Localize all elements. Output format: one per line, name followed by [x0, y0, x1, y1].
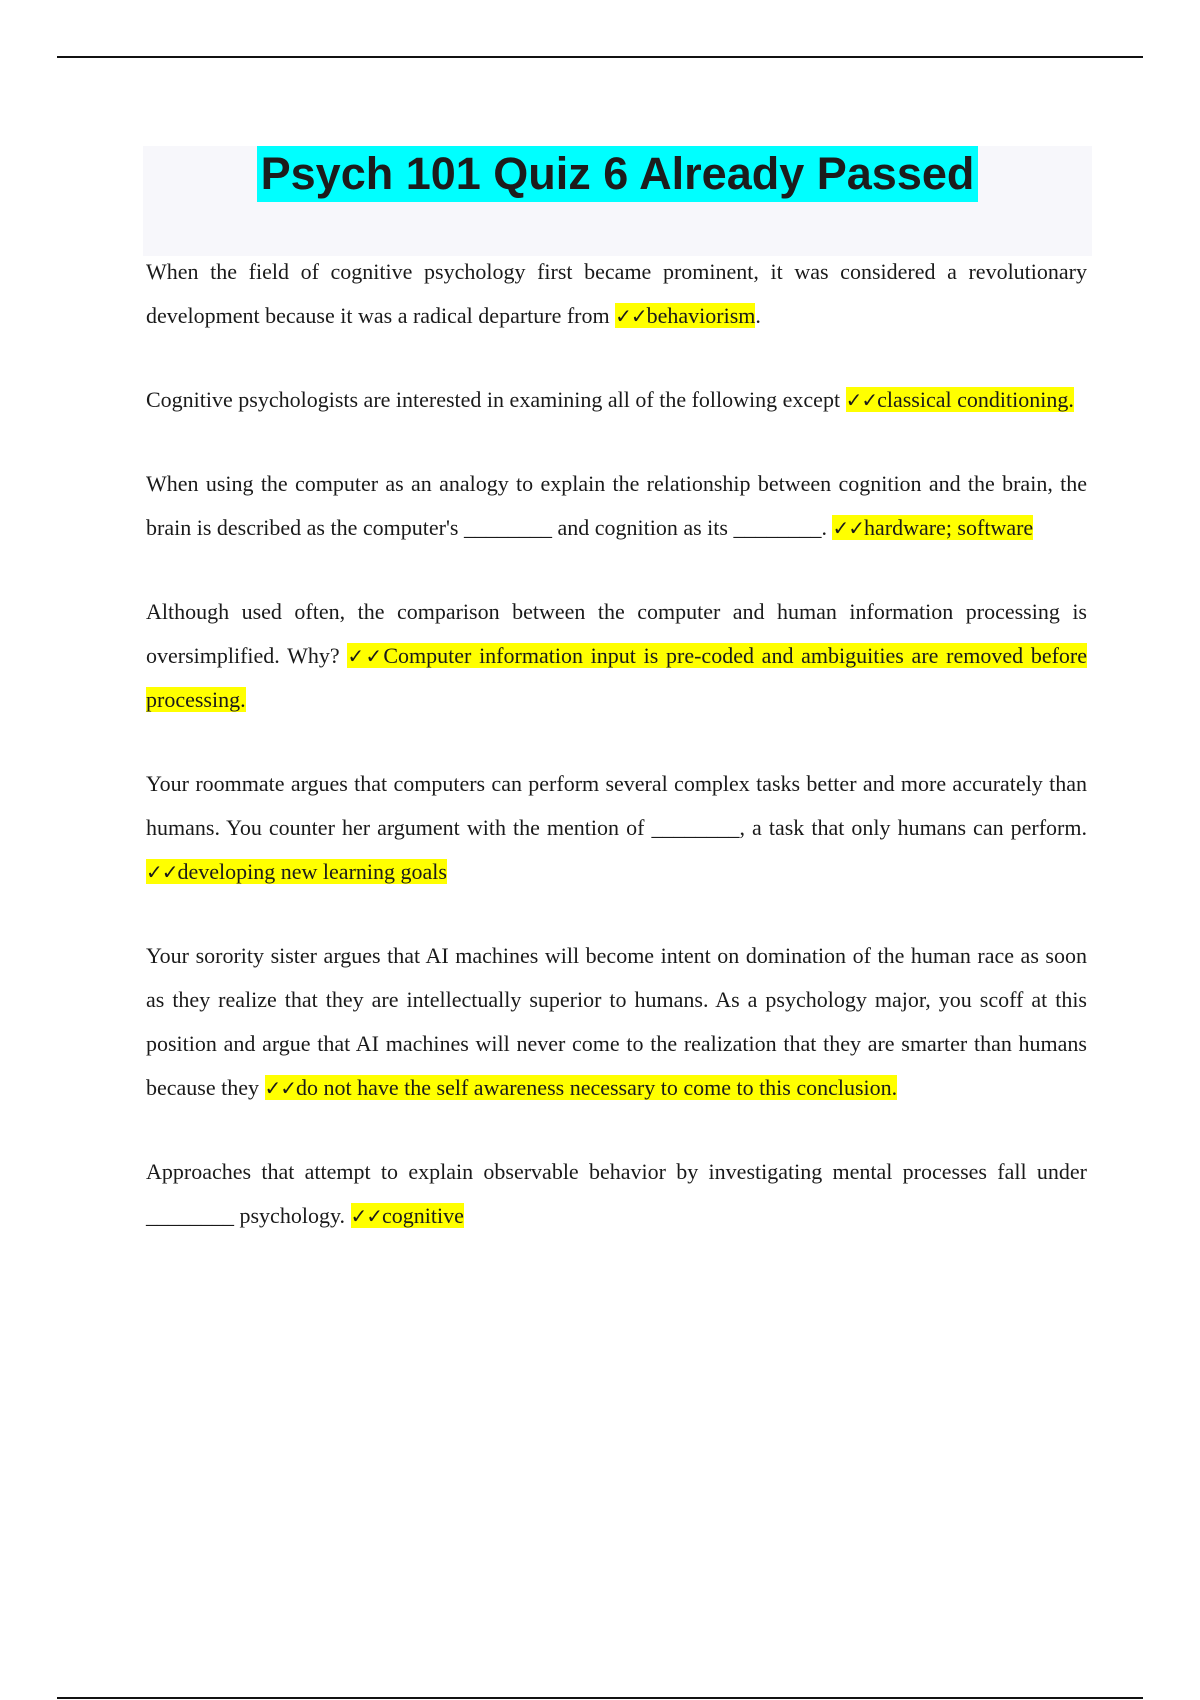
- title-band: [143, 146, 1092, 256]
- question-text: Cognitive psychologists are interested in examining all of the following except: [146, 387, 846, 412]
- double-check-icon: ✓✓: [615, 304, 647, 328]
- top-rule: [57, 56, 1143, 58]
- answer-text: cognitive: [382, 1203, 464, 1228]
- answer-highlight: [832, 515, 1033, 540]
- answer-text: behaviorism: [646, 303, 756, 328]
- double-check-icon: ✓✓: [832, 516, 864, 540]
- qa-item-6: [146, 934, 1087, 1110]
- question-text: Approaches that attempt to explain observable behavior by investigating mental processes fall under ________ psychology.: [146, 1159, 1087, 1228]
- qa-item-2: [146, 378, 1087, 422]
- answer-highlight: [265, 1075, 898, 1100]
- question-text: When using the computer as an analogy to explain the relationship between cognition and the brain, the brain is described as the computer's ________ and cognition as its ________.: [146, 471, 1087, 540]
- answer-text: developing new learning goals: [177, 859, 447, 884]
- answer-highlight: [146, 859, 447, 884]
- answer-highlight: [846, 387, 1074, 412]
- document-title-wrapper: [143, 146, 1092, 202]
- answer-highlight: [615, 303, 755, 328]
- qa-item-1: [146, 250, 1087, 338]
- question-text: Your roommate argues that computers can perform several complex tasks better and more accurately than humans. You counter her argument with the mention of ________, a task that only humans can perform.: [146, 771, 1087, 840]
- answer-highlight: [351, 1203, 464, 1228]
- document-title: Psych 101 Quiz 6 Already Passed: [257, 146, 979, 202]
- double-check-icon: ✓✓: [347, 644, 384, 668]
- answer-text: do not have the self awareness necessary to come to this conclusion.: [296, 1075, 898, 1100]
- qa-item-3: [146, 462, 1087, 550]
- qa-item-5: [146, 762, 1087, 894]
- question-text: When the field of cognitive psychology first became prominent, it was considered a revolutionary development because it was a radical departure from: [146, 259, 1087, 328]
- answer-text: Computer information input is pre-coded and ambiguities are removed before processing.: [146, 643, 1088, 712]
- answer-text: classical conditioning.: [877, 387, 1074, 412]
- bottom-rule: [57, 1697, 1143, 1699]
- double-check-icon: ✓✓: [845, 388, 878, 412]
- question-text: Your sorority sister argues that AI machines will become intent on domination of the human race as soon as they realize that they are intellectually superior to humans. As a psychology major, you scoff at this position and argue that AI machines will never come to the realization that they are smarter than humans because they: [146, 943, 1087, 1100]
- qa-item-7: [146, 1150, 1087, 1238]
- double-check-icon: ✓✓: [146, 860, 178, 884]
- double-check-icon: ✓✓: [350, 1204, 383, 1228]
- trailing-text: .: [755, 303, 761, 328]
- double-check-icon: ✓✓: [264, 1076, 297, 1100]
- question-text: Although used often, the comparison between the computer and human information processing is oversimplified. Why?: [146, 599, 1087, 668]
- answer-text: hardware; software: [863, 515, 1034, 540]
- qa-list: [146, 250, 1087, 1278]
- qa-item-4: [146, 590, 1087, 722]
